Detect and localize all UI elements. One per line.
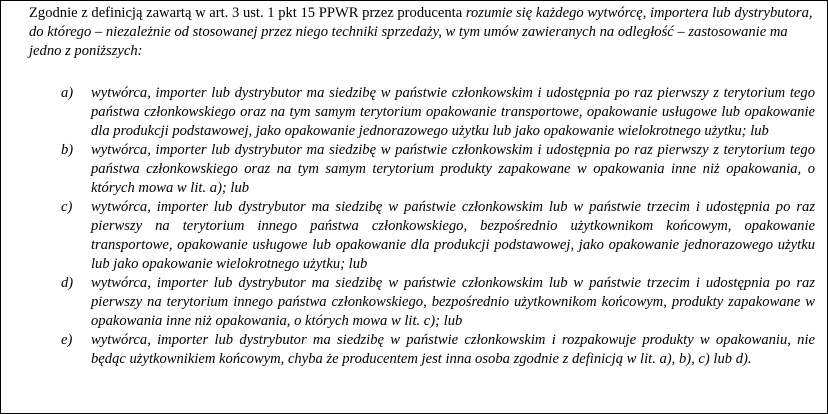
list-item-text: wytwórca, importer lub dystrybutor ma siedzibę w państwie członkowskim lub w państwie trzecim i udostępnia po raz pierwszy na terytorium innego państwa członkowskiego, bezpośrednio użytkownikom końcowym, produkty zapakowane w opakowania inne niż opakowania, o których mowa w lit. c); lub	[91, 275, 815, 329]
list-item-text: wytwórca, importer lub dystrybutor ma siedzibę w państwie członkowskim i rozpakowuje produkty w opakowaniu, nie będąc użytkownikiem końcowym, chyba że producentem jest inna osoba zgodnie z definicją w lit. a), b), c) lub d).	[91, 332, 815, 367]
list-item-text: wytwórca, importer lub dystrybutor ma siedzibę w państwie członkowskim lub w państwie trzecim i udostępnia po raz pierwszy na terytorium innego państwa członkowskiego, bezpośrednio użytkownikom końcowym, opakowanie transportowe, opakowanie usługowe lub opakowanie dla produkcji podstawowej, jako opakowanie jednorazowego użytku lub jako opakowanie wielokrotnego użytku; lub	[91, 199, 815, 272]
list-marker: a)	[61, 85, 74, 101]
intro-regular-text: Zgodnie z definicją zawartą w art. 3 ust. 1 pkt 15 PPWR przez producenta	[29, 5, 466, 21]
list-item-d	[29, 274, 815, 331]
list-marker: c)	[61, 199, 73, 215]
list-marker: d)	[61, 275, 74, 291]
definition-list	[29, 84, 815, 369]
list-item-e	[29, 331, 815, 369]
list-item-text: wytwórca, importer lub dystrybutor ma siedzibę w państwie członkowskim i udostępnia po raz pierwszy z terytorium tego państwa członkowskiego oraz na tym samym terytorium opakowanie transportowe, opakowanie usługowe lub opakowanie dla produkcji podstawowej, jako opakowanie jednorazowego użytku lub jako opakowanie wielokrotnego użytku; lub	[91, 85, 815, 139]
list-item-b	[29, 141, 815, 198]
list-item-text: wytwórca, importer lub dystrybutor ma siedzibę w państwie członkowskim i udostępnia po raz pierwszy z terytorium tego państwa członkowskiego oraz na tym samym terytorium produkty zapakowane w opakowania inne niż opakowania, o których mowa w lit. a); lub	[91, 142, 815, 196]
list-marker: b)	[61, 142, 74, 158]
list-marker: e)	[61, 332, 73, 348]
intro-paragraph	[29, 4, 815, 61]
list-item-c	[29, 198, 815, 274]
list-item-a	[29, 84, 815, 141]
intro-italic-text: rozumie się każdego wytwórcę, importera lub dystrybutora, do którego – niezależnie od stosowanej przez niego techniki sprzedaży, w tym umów zawieranych na odległość – zastosowanie ma jedno z poniższych:	[29, 5, 813, 59]
